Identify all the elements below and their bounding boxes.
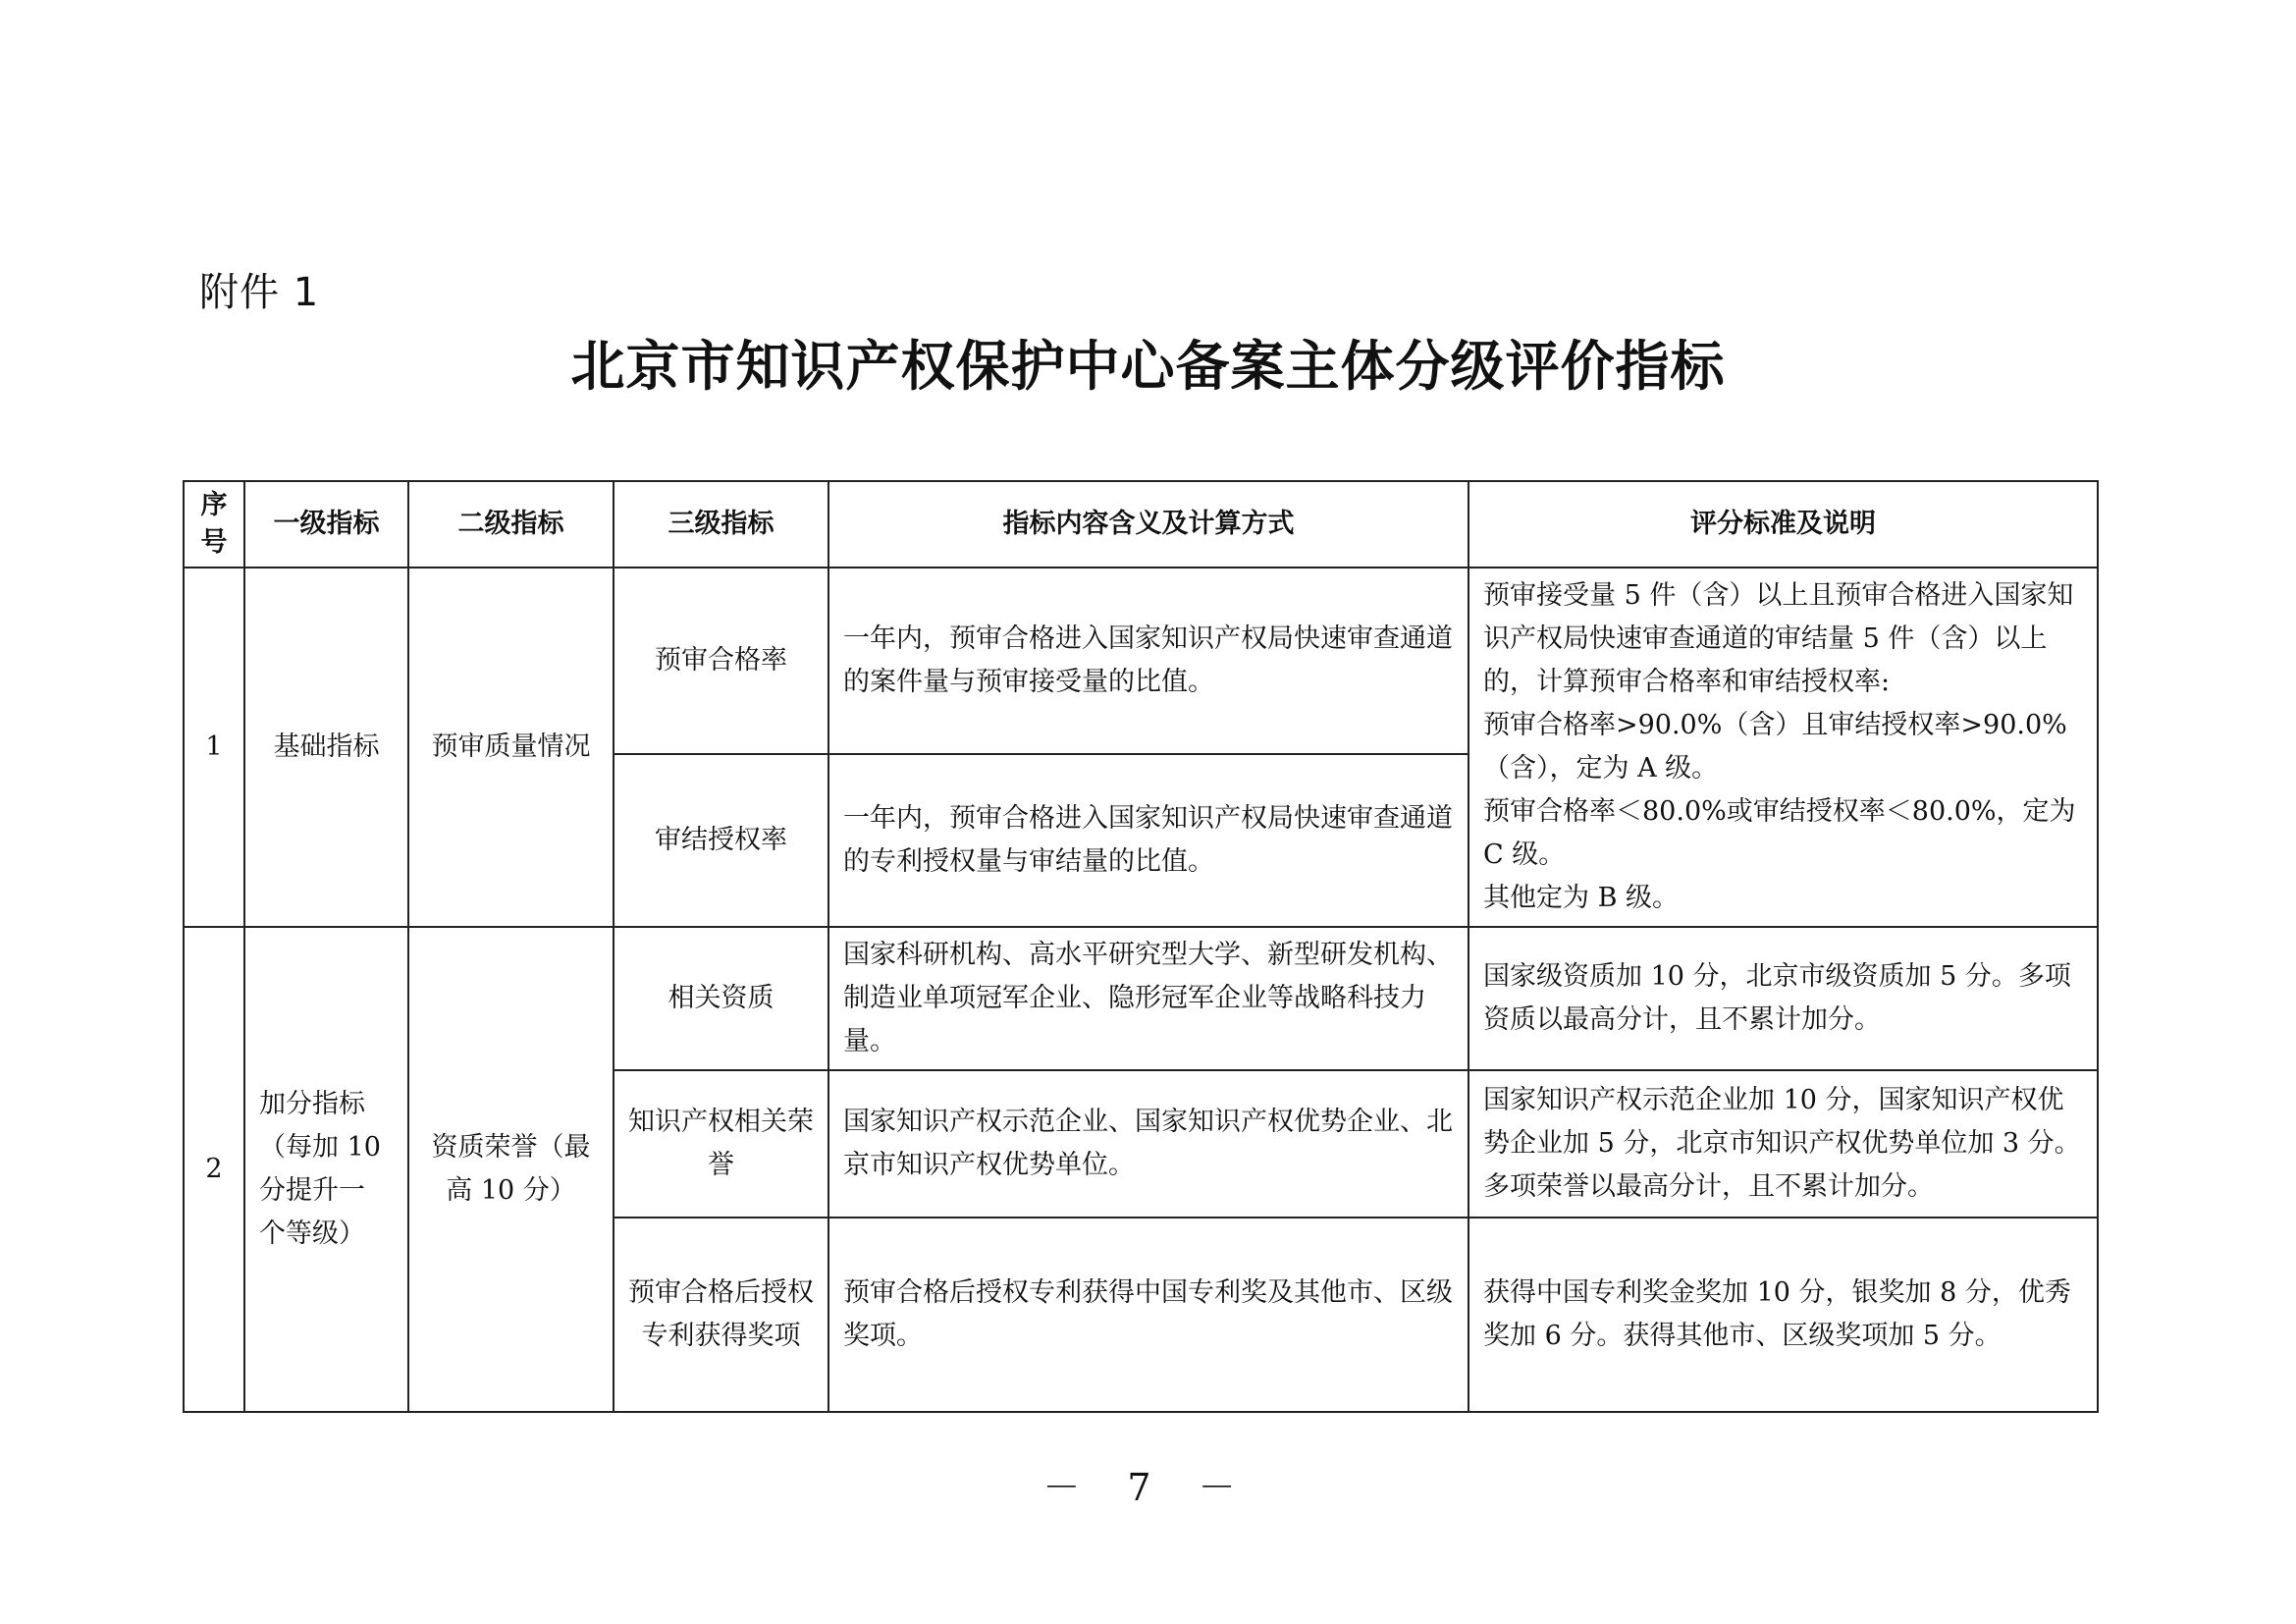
header-meaning: 指标内容含义及计算方式 bbox=[828, 481, 1468, 568]
group1-seq: 1 bbox=[184, 568, 244, 927]
group1-row1-level3: 预审合格率 bbox=[614, 568, 828, 754]
group1-row2-level3: 审结授权率 bbox=[614, 754, 828, 927]
group1-criteria bbox=[1468, 568, 2098, 927]
group2-row3-criteria: 获得中国专利奖金奖加 10 分，银奖加 8 分，优秀奖加 6 分。获得其他市、区级奖项加 5 分。 bbox=[1468, 1218, 2098, 1412]
header-seq-line2: 号 bbox=[200, 527, 228, 558]
group1-level2: 预审质量情况 bbox=[408, 568, 614, 927]
group2-seq: 2 bbox=[184, 927, 244, 1412]
group2-level1-line3: 分提升一 bbox=[259, 1175, 365, 1206]
group2-row1-meaning: 国家科研机构、高水平研究型大学、新型研发机构、制造业单项冠军企业、隐形冠军企业等战略科技力量。 bbox=[828, 927, 1468, 1070]
evaluation-index-table bbox=[183, 480, 2099, 1413]
header-seq bbox=[184, 481, 244, 568]
document-title: 北京市知识产权保护中心备案主体分级评价指标 bbox=[570, 335, 1726, 398]
group1-level1: 基础指标 bbox=[244, 568, 408, 927]
header-level2: 二级指标 bbox=[408, 481, 614, 568]
group1-criteria-line3: 预审合格率＜80.0%或审结授权率＜80.0%，定为 C 级。 bbox=[1483, 796, 2076, 870]
header-level3: 三级指标 bbox=[614, 481, 828, 568]
group2-level1 bbox=[244, 927, 408, 1412]
group2-row2-criteria: 国家知识产权示范企业加 10 分，国家知识产权优势企业加 5 分，北京市知识产权优势单位加 3 分。多项荣誉以最高分计，且不累计加分。 bbox=[1468, 1070, 2098, 1218]
attachment-label: 附件 1 bbox=[199, 270, 320, 315]
group2-level2-line2: 高 10 分） bbox=[446, 1175, 576, 1206]
group2-level2-line1: 资质荣誉（最 bbox=[431, 1132, 591, 1163]
group1-criteria-line2: 预审合格率>90.0%（含）且审结授权率>90.0%（含），定为 A 级。 bbox=[1483, 710, 2067, 784]
group2-row2-level3: 知识产权相关荣誉 bbox=[614, 1070, 828, 1218]
table-row bbox=[184, 927, 2098, 1070]
group2-row3-level3: 预审合格后授权专利获得奖项 bbox=[614, 1218, 828, 1412]
header-seq-line1: 序 bbox=[200, 490, 228, 520]
group1-criteria-line4: 其他定为 B 级。 bbox=[1483, 883, 1680, 913]
header-criteria: 评分标准及说明 bbox=[1468, 481, 2098, 568]
group2-level1-line1: 加分指标 bbox=[259, 1089, 365, 1119]
page-number: － 7 － bbox=[1042, 1466, 1254, 1509]
header-level1: 一级指标 bbox=[244, 481, 408, 568]
group2-level1-line2: （每加 10 bbox=[259, 1132, 381, 1163]
group2-row2-meaning: 国家知识产权示范企业、国家知识产权优势企业、北京市知识产权优势单位。 bbox=[828, 1070, 1468, 1218]
group1-criteria-line1: 预审接受量 5 件（含）以上且预审合格进入国家知识产权局快速审查通道的审结量 5 件（含）以上的，计算预审合格率和审结授权率: bbox=[1483, 580, 2074, 697]
group2-level2 bbox=[408, 927, 614, 1412]
group2-row3-meaning: 预审合格后授权专利获得中国专利奖及其他市、区级奖项。 bbox=[828, 1218, 1468, 1412]
group2-row1-level3: 相关资质 bbox=[614, 927, 828, 1070]
group1-row1-meaning: 一年内，预审合格进入国家知识产权局快速审查通道的案件量与预审接受量的比值。 bbox=[828, 568, 1468, 754]
group2-row1-criteria: 国家级资质加 10 分，北京市级资质加 5 分。多项资质以最高分计，且不累计加分。 bbox=[1468, 927, 2098, 1070]
table-row bbox=[184, 568, 2098, 754]
group1-row2-meaning: 一年内，预审合格进入国家知识产权局快速审查通道的专利授权量与审结量的比值。 bbox=[828, 754, 1468, 927]
table-header-row bbox=[184, 481, 2098, 568]
group2-level1-line4: 个等级） bbox=[259, 1218, 365, 1249]
